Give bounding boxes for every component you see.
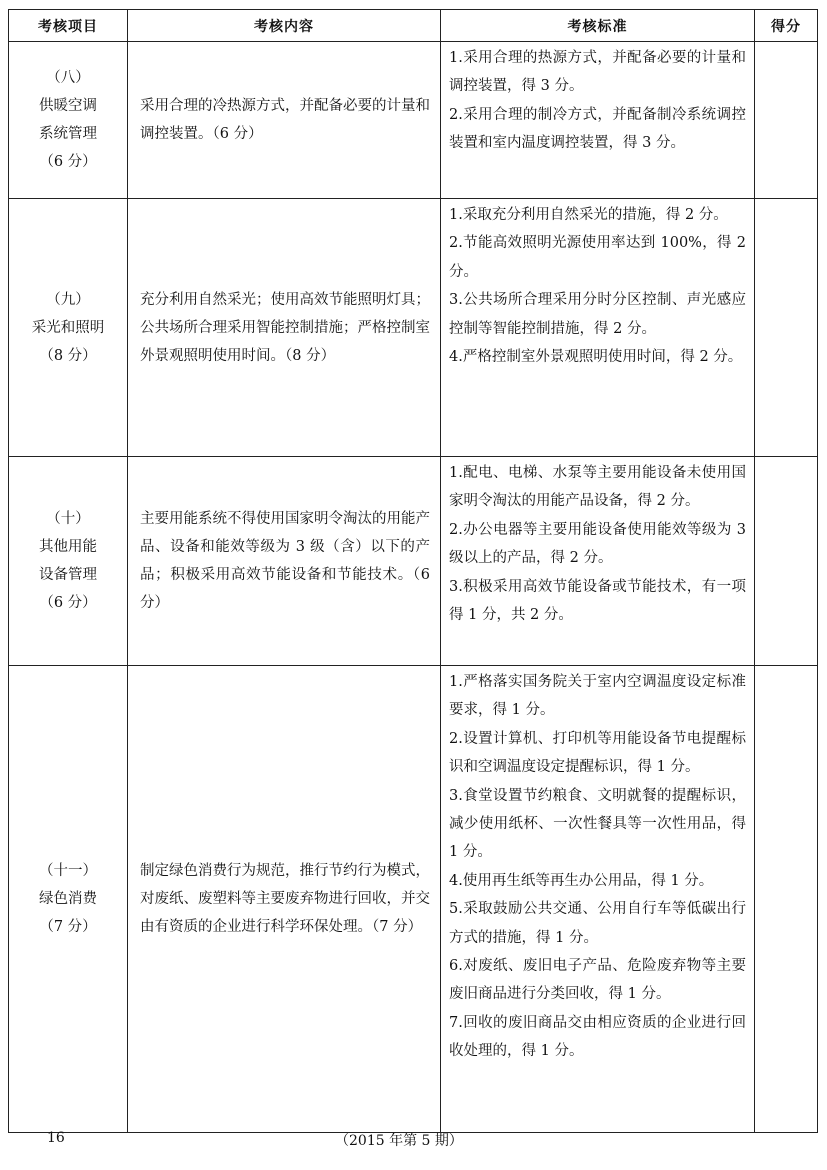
- item-title-line: 供暖空调: [39, 98, 97, 114]
- item-number: （十一）: [39, 863, 97, 879]
- criterion: 1.配电、电梯、水泵等主要用能设备未使用国家明令淘汰的用能产品设备，得 2 分。: [449, 465, 746, 510]
- criterion: 2.办公电器等主要用能设备使用能效等级为 3 级以上的产品，得 2 分。: [449, 521, 746, 567]
- item-title-line: 采光和照明: [31, 319, 105, 336]
- score-cell[interactable]: [755, 457, 818, 666]
- content-cell: 制定绿色消费行为规范，推行节约行为模式，对废纸、废塑料等主要废弃物进行回收，并交由有资质的企业进行科学环保处理。（7 分）: [128, 666, 441, 1133]
- criterion: 3.公共场所合理采用分时分区控制、声光感应控制等智能控制措施，得 2 分。: [449, 292, 746, 337]
- criterion: 1.采取充分利用自然采光的措施，得 2 分。: [449, 207, 728, 223]
- score-cell[interactable]: [755, 42, 818, 199]
- item-cell: [9, 42, 128, 199]
- table-row: [9, 199, 818, 457]
- assessment-table-container: [8, 9, 817, 1133]
- item-number: （九）: [46, 291, 90, 308]
- item-cell: [9, 457, 128, 666]
- score-cell[interactable]: [755, 666, 818, 1133]
- criteria-cell: [441, 457, 755, 666]
- content-cell: 采用合理的冷热源方式，并配备必要的计量和调控装置。（6 分）: [128, 42, 441, 199]
- assessment-table: [8, 9, 818, 1133]
- content-cell: 充分利用自然采光；使用高效节能照明灯具；公共场所合理采用智能控制措施；严格控制室外景观照明使用时间。（8 分）: [128, 199, 441, 457]
- criterion: 4.使用再生纸等再生办公用品，得 1 分。: [449, 872, 714, 889]
- item-number: （十）: [46, 511, 90, 527]
- page-number: 16: [47, 1130, 65, 1146]
- item-title-line: 其他用能: [39, 539, 97, 555]
- table-header-row: [9, 10, 818, 42]
- item-title-line: 设备管理: [39, 567, 97, 583]
- item-title-line: 系统管理: [39, 126, 97, 142]
- header-content: 考核内容: [128, 10, 441, 42]
- header-score: 得分: [755, 10, 818, 42]
- criterion: 3.食堂设置节约粮食、文明就餐的提醒标识，减少使用纸杯、一次性餐具等一次性用品，得 1 分。: [449, 787, 746, 861]
- criterion: 5.采取鼓励公共交通、公用自行车等低碳出行方式的措施，得 1 分。: [449, 901, 746, 946]
- table-row: [9, 457, 818, 666]
- item-points: （6 分）: [39, 154, 97, 170]
- criterion: 2.设置计算机、打印机等用能设备节电提醒标识和空调温度设定提醒标识，得 1 分。: [449, 730, 746, 776]
- criterion: 2.采用合理的制冷方式，并配备制冷系统调控装置和室内温度调控装置，得 3 分。: [449, 106, 746, 152]
- item-cell: [9, 666, 128, 1133]
- item-points: （6 分）: [39, 595, 97, 611]
- header-item: 考核项目: [9, 10, 128, 42]
- criteria-cell: [441, 199, 755, 457]
- criterion: 7.回收的废旧商品交由相应资质的企业进行回收处理的，得 1 分。: [449, 1014, 746, 1060]
- criterion: 6.对废纸、废旧电子产品、危险废弃物等主要废旧商品进行分类回收，得 1 分。: [449, 958, 746, 1003]
- criterion: 1.严格落实国务院关于室内空调温度设定标准要求，得 1 分。: [449, 674, 746, 719]
- table-row: [9, 42, 818, 199]
- header-criteria: 考核标准: [441, 10, 755, 42]
- table-row: [9, 666, 818, 1133]
- criterion: 3.积极采用高效节能设备或节能技术，有一项得 1 分，共 2 分。: [449, 578, 746, 624]
- criterion: 2.节能高效照明光源使用率达到 100%，得 2 分。: [449, 235, 746, 280]
- page-footer: [0, 1130, 827, 1150]
- item-points: （8 分）: [39, 347, 97, 364]
- criteria-cell: [441, 42, 755, 199]
- criteria-cell: [441, 666, 755, 1133]
- criterion: 4.严格控制室外景观照明使用时间，得 2 分。: [449, 349, 743, 366]
- criterion: 1.采用合理的热源方式，并配备必要的计量和调控装置，得 3 分。: [449, 50, 746, 95]
- content-cell: 主要用能系统不得使用国家明令淘汰的用能产品、设备和能效等级为 3 级（含）以下的产品；积极采用高效节能设备和节能技术。（6 分）: [128, 457, 441, 666]
- score-cell[interactable]: [755, 199, 818, 457]
- item-title-line: 绿色消费: [39, 891, 97, 907]
- item-cell: [9, 199, 128, 457]
- issue-label: （2015 年第 5 期）: [335, 1133, 463, 1149]
- item-number: （八）: [46, 70, 90, 86]
- item-points: （7 分）: [39, 919, 97, 935]
